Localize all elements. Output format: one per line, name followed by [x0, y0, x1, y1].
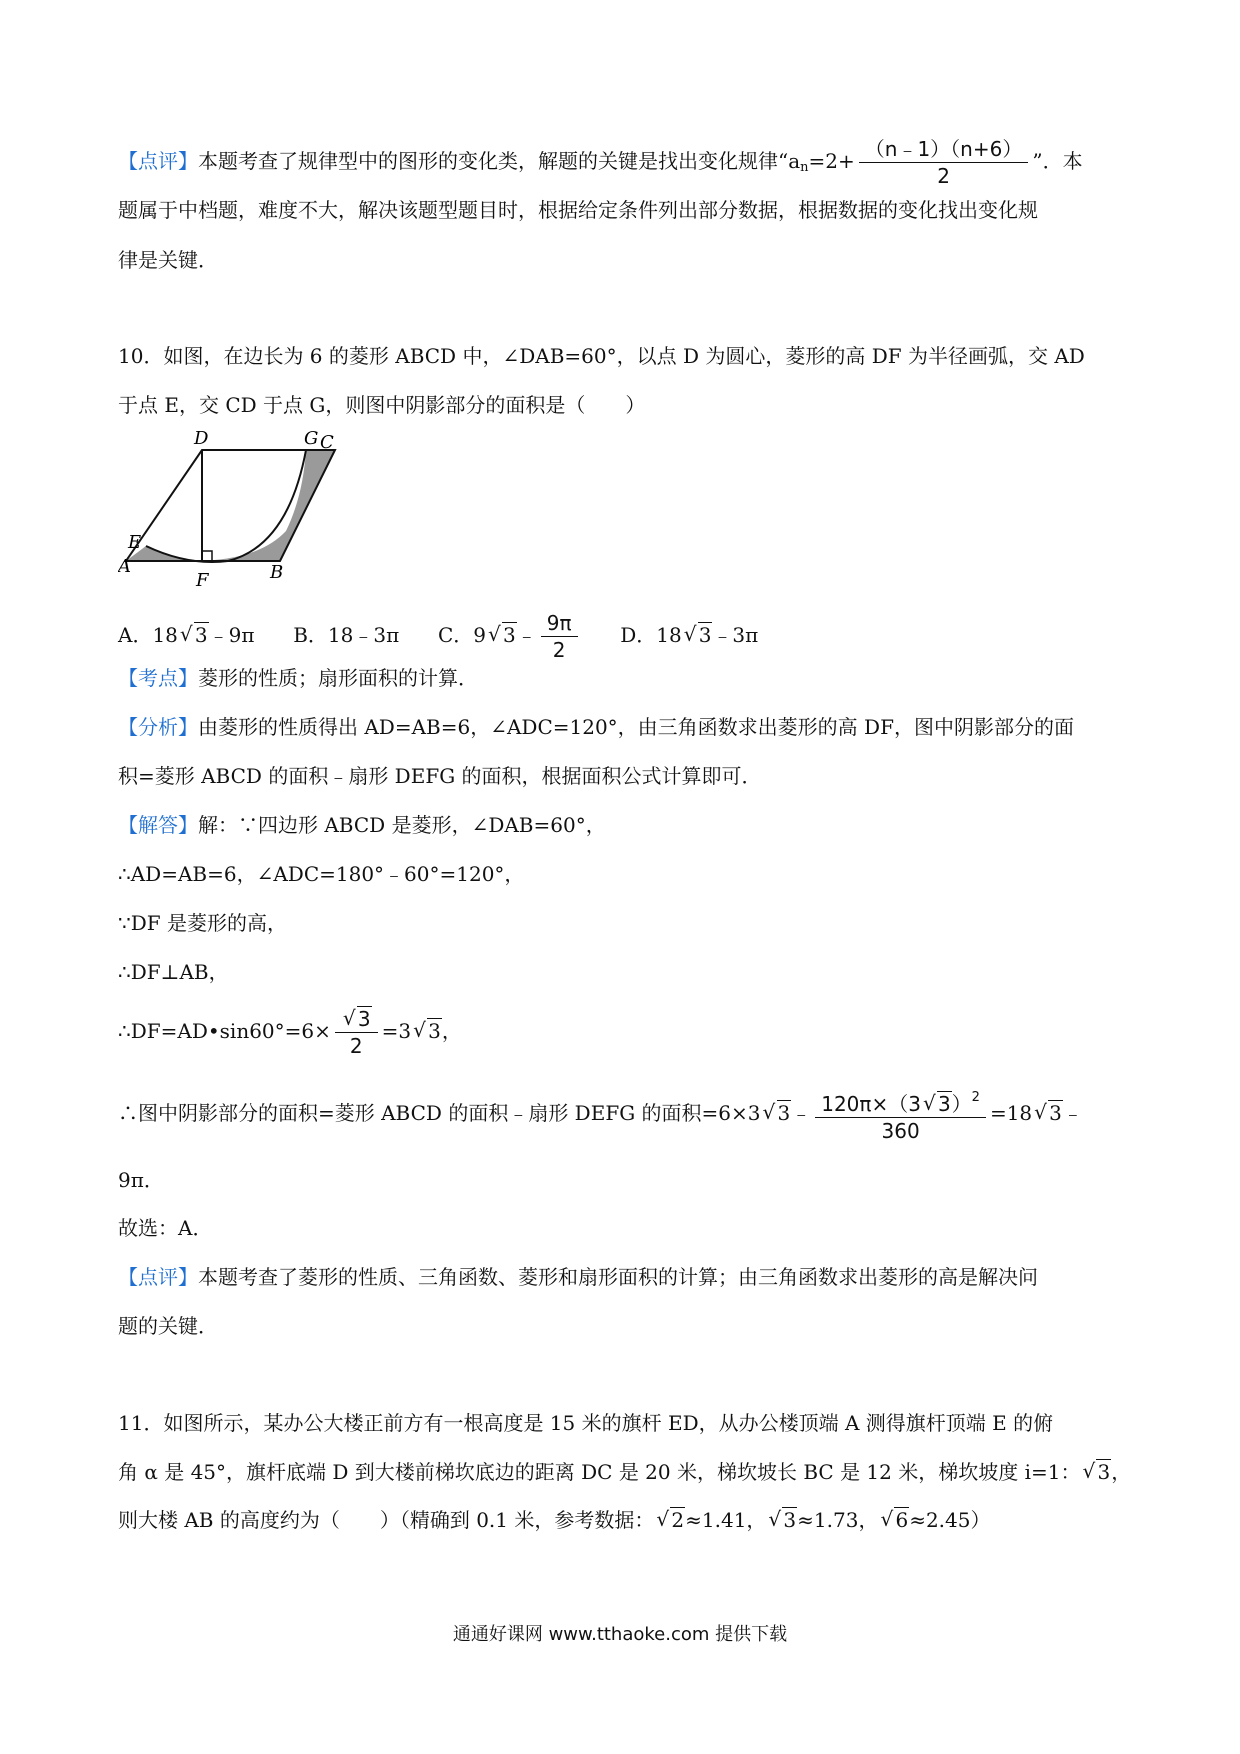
jieda-line5: ∴DF=AD•sin60°=6× √ $\frac{3}{2}$ =3√ 3， — [118, 1006, 462, 1059]
label-a: A — [118, 556, 131, 577]
label-b: B — [270, 562, 284, 583]
dianping-tag: 【点评】 — [118, 1265, 198, 1289]
equation-text: =2+ — [808, 149, 855, 173]
sqrt: √ 3 — [413, 1017, 442, 1045]
jieda-line1 — [118, 811, 606, 839]
sqrt: √ 3 — [684, 621, 713, 649]
q10-options — [118, 610, 758, 663]
fraction-denominator: 2 — [859, 162, 1029, 189]
answer-line: 故选：A． — [118, 1216, 213, 1240]
q11-line1: 11．如图所示，某办公大楼正前方有一根高度是 15 米的旗杆 ED，从办公楼顶端 A 测得旗杆顶端 E 的俯 — [118, 1411, 1054, 1435]
label-f: F — [196, 570, 209, 591]
sqrt: √ 3 — [343, 1006, 372, 1032]
label-d: D — [194, 428, 209, 449]
sqrt: √ 3 — [923, 1091, 952, 1117]
jieda-line6: ∴图中阴影部分的面积=菱形 ABCD 的面积﹣扇形 DEFG 的面积=6×3√ 3﹣ $\frac{120\pi\times(3√ 3)^2}{360}$ =18√ 3﹣ — [118, 1085, 1083, 1144]
kaodian-text: 菱形的性质；扇形面积的计算． — [198, 666, 478, 690]
fenxi-line1 — [118, 713, 1074, 741]
q10-line2: 于点 E，交 CD 于点 G，则图中阴影部分的面积是（ ） — [118, 393, 646, 417]
fenxi-line2: 积=菱形 ABCD 的面积﹣扇形 DEFG 的面积，根据面积公式计算即可． — [118, 764, 762, 788]
jieda-text: 解：∵四边形 ABCD 是菱形，∠DAB=60°， — [198, 813, 606, 837]
comment-tag: 【点评】 — [118, 149, 198, 173]
kaodian-line — [118, 664, 478, 692]
sqrt: √ 3 — [488, 621, 517, 649]
sqrt: √ 3 — [768, 1506, 797, 1534]
sqrt: √ 6 — [880, 1506, 909, 1534]
shaded-region-right — [192, 450, 335, 561]
jieda-line3: ∵DF 是菱形的高， — [118, 911, 287, 935]
fenxi-tag: 【分析】 — [118, 715, 198, 739]
sqrt: √ 3 — [1082, 1458, 1111, 1486]
comment9-line1 — [118, 136, 1083, 189]
jieda-line7: 9π． — [118, 1168, 164, 1192]
right-angle-mark — [202, 551, 212, 561]
comment-text: 本题考查了规律型中的图形的变化类，解题的关键是找出变化规律“a — [198, 149, 801, 173]
dianping-text: 本题考查了菱形的性质、三角函数、菱形和扇形面积的计算；由三角函数求出菱形的高是解决问 — [198, 1265, 1038, 1289]
q11-line3: 则大楼 AB 的高度约为（ ）（精确到 0.1 米，参考数据：√ 2≈1.41，√ 3≈1.73，√ 6≈2.45） — [118, 1506, 990, 1534]
fraction — [859, 136, 1029, 189]
option-c[interactable]: C．9√ 3﹣ $\frac{9\pi}{2}$ — [438, 623, 582, 647]
kaodian-tag: 【考点】 — [118, 666, 198, 690]
q11-line2: 角 α 是 45°，旗杆底端 D 到大楼前梯坎底边的距离 DC 是 20 米，梯坎坡长 BC 是 12 米，梯坎坡度 i=1：√ 3， — [118, 1458, 1131, 1486]
comment-text-end: ”．本 — [1032, 149, 1083, 173]
label-c: C — [320, 432, 334, 453]
option-d[interactable]: D．18√ 3﹣3π — [620, 623, 758, 647]
dianping-line2: 题的关键． — [118, 1314, 218, 1338]
label-e: E — [128, 532, 142, 553]
page-footer: 通通好课网 www.tthaoke.com 提供下载 — [452, 1624, 788, 1645]
fenxi-text: 由菱形的性质得出 AD=AB=6，∠ADC=120°，由三角函数求出菱形的高 DF，图中阴影部分的面 — [198, 715, 1074, 739]
fraction: $\frac{9\pi}{2}$ — [541, 610, 578, 663]
sqrt: √ 3 — [763, 1099, 792, 1127]
subscript: n — [800, 160, 809, 175]
comment9-line2: 题属于中档题，难度不大，解决该题型题目时，根据给定条件列出部分数据，根据数据的变化找出变化规 — [118, 198, 1038, 222]
jieda-tag: 【解答】 — [118, 813, 198, 837]
fraction: $\frac{120\pi\times(3√ 3)^2}{360}$ — [815, 1085, 986, 1144]
dianping-line1 — [118, 1263, 1038, 1291]
fraction-numerator: （n﹣1）（n+6） — [864, 137, 1023, 161]
sqrt: √ 2 — [656, 1506, 685, 1534]
sqrt: √ 3 — [1034, 1099, 1063, 1127]
rhombus-figure — [118, 426, 368, 596]
fraction: √ $\frac{3}{2}$ — [335, 1006, 378, 1059]
option-b[interactable]: B．18﹣3π — [293, 623, 400, 647]
comment9-line3: 律是关键． — [118, 248, 218, 272]
label-g: G — [304, 428, 319, 449]
jieda-line2: ∴AD=AB=6，∠ADC=180°﹣60°=120°， — [118, 862, 525, 886]
q10-line1: 10．如图，在边长为 6 的菱形 ABCD 中，∠DAB=60°，以点 D 为圆心，菱形的高 DF 为半径画弧，交 AD — [118, 344, 1085, 368]
jieda-line4: ∴DF⊥AB， — [118, 960, 229, 984]
option-a[interactable]: A．18√ 3﹣9π — [118, 623, 255, 647]
sqrt: √ 3 — [180, 621, 209, 649]
